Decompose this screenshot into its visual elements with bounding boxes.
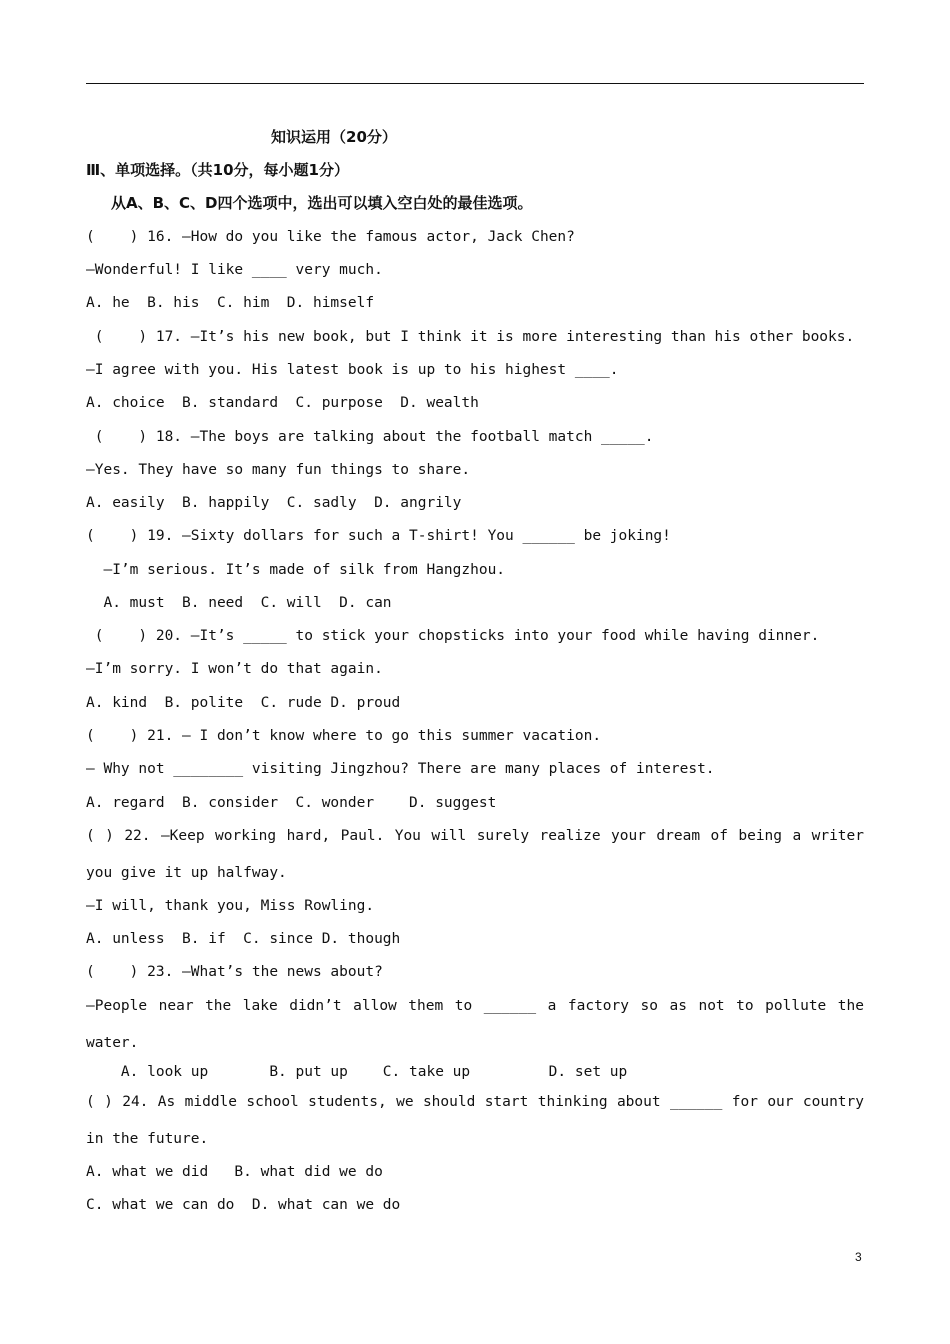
options-21: A. regard B. consider C. wonder D. suggest [86, 795, 497, 811]
answer-line-continued: water. [86, 1035, 139, 1051]
header-rule [86, 83, 864, 84]
question-24: ( ) 24. As middle school students, we should start thinking about ______ for our country [86, 1094, 864, 1110]
options-22: A. unless B. if C. since D. though [86, 931, 401, 947]
answer-line: —People near the lake didn’t allow them to ______ a factory so as not to pollute the [86, 998, 864, 1014]
options-19: A. must B. need C. will D. can [86, 595, 392, 611]
question-16: ( ) 16. —How do you like the famous actor, Jack Chen? [86, 229, 575, 245]
question-22-continued: you give it up halfway. [86, 865, 287, 881]
question-23: ( ) 23. —What’s the news about? [86, 964, 383, 980]
question-19: ( ) 19. —Sixty dollars for such a T-shirt! You ______ be joking! [86, 528, 671, 544]
options-16: A. he B. his C. him D. himself [86, 295, 375, 311]
answer-line: —Yes. They have so many fun things to share. [86, 462, 471, 478]
answer-line: —I will, thank you, Miss Rowling. [86, 898, 375, 914]
options-24-ab: A. what we did B. what did we do [86, 1164, 383, 1180]
page-number: 3 [855, 1250, 862, 1264]
options-20: A. kind B. polite C. rude D. proud [86, 695, 401, 711]
options-17: A. choice B. standard C. purpose D. wealth [86, 395, 479, 411]
question-22: ( ) 22. —Keep working hard, Paul. You will surely realize your dream of being a writer [86, 828, 864, 844]
question-20: ( ) 20. —It’s _____ to stick your chopsticks into your food while having dinner. [86, 628, 820, 644]
options-23: A. look up B. put up C. take up D. set up [86, 1064, 628, 1080]
options-18: A. easily B. happily C. sadly D. angrily [86, 495, 462, 511]
part-heading: Ⅲ、单项选择。（共10分，每小题1分） [86, 161, 349, 179]
question-18: ( ) 18. —The boys are talking about the football match _____. [86, 429, 654, 445]
section-title: 知识运用（20分） [271, 128, 397, 146]
question-21: ( ) 21. — I don’t know where to go this summer vacation. [86, 728, 602, 744]
instruction: 从A、B、C、D四个选项中，选出可以填入空白处的最佳选项。 [111, 194, 533, 212]
question-17: ( ) 17. —It’s his new book, but I think it is more interesting than his other books. [86, 329, 855, 345]
answer-line: —I agree with you. His latest book is up to his highest ____. [86, 362, 619, 378]
answer-line: —I’m serious. It’s made of silk from Hangzhou. [86, 562, 506, 578]
answer-line: —I’m sorry. I won’t do that again. [86, 661, 383, 677]
answer-line: —Wonderful! I like ____ very much. [86, 262, 383, 278]
options-24-cd: C. what we can do D. what can we do [86, 1197, 401, 1213]
answer-line: — Why not ________ visiting Jingzhou? There are many places of interest. [86, 761, 715, 777]
question-24-continued: in the future. [86, 1131, 209, 1147]
